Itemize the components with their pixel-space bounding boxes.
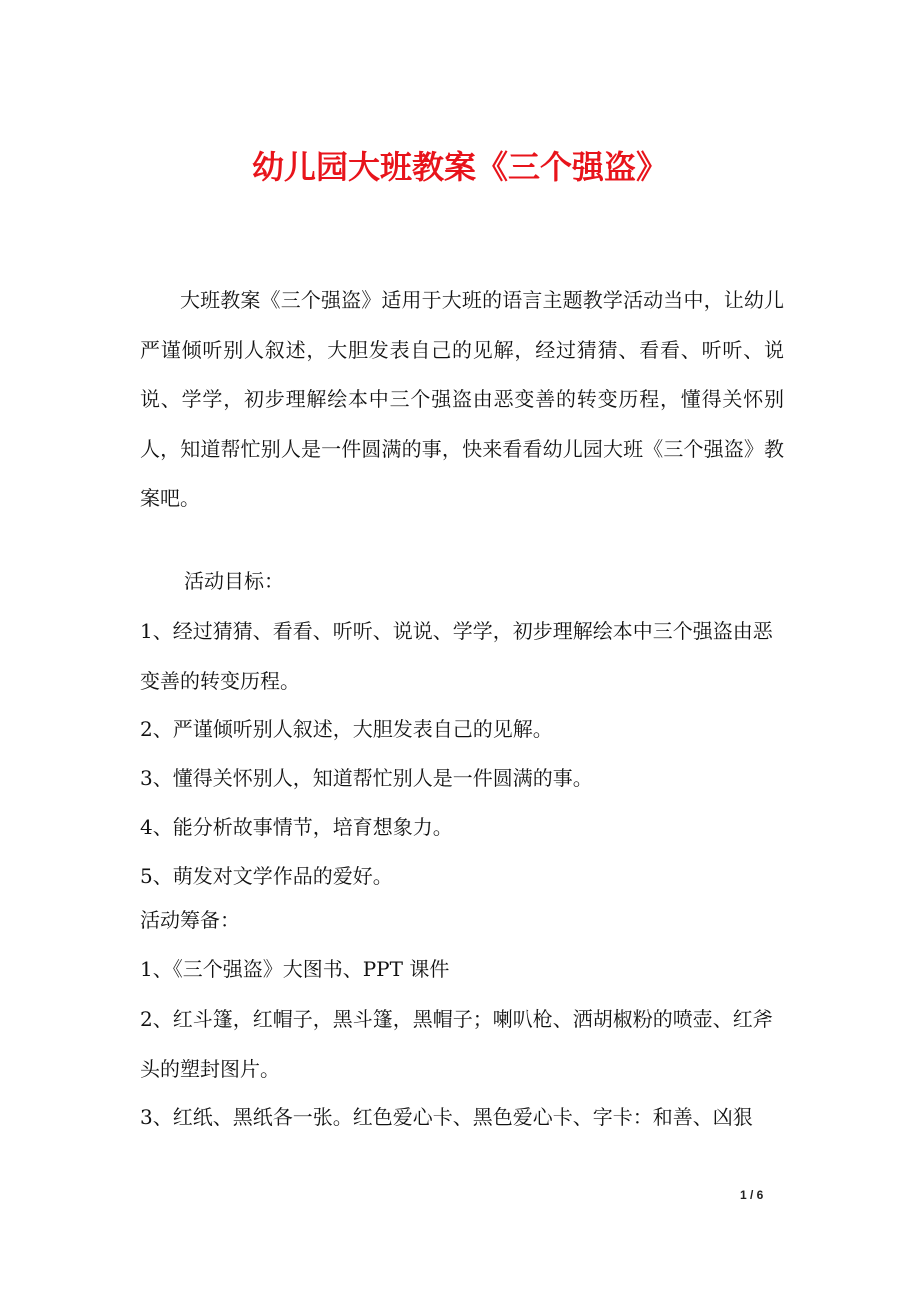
prep-item-3: 3、红纸、黑纸各一张。红色爱心卡、黑色爱心卡、字卡：和善、凶狠 [140,1105,753,1129]
goal-item-2: 2、严谨倾听别人叙述，大胆发表自己的见解。 [140,717,553,741]
goal-item-5: 5、萌发对文学作品的爱好。 [140,864,393,888]
prep-item-1: 1、《三个强盗》大图书、PPT 课件 [140,957,450,981]
page-title: 幼儿园大班教案《三个强盗》 [251,148,668,186]
goals-heading: 活动目标： [184,569,284,593]
goal-item-4: 4、能分析故事情节，培育想象力。 [140,815,453,839]
page-number: 1 / 6 [740,1188,764,1202]
goal-item-1: 1、经过猜猜、看看、听听、说说、学学，初步理解绘本中三个强盗由恶变善的转变历程。 [140,619,773,693]
prep-heading: 活动筹备： [140,908,240,932]
intro-paragraph: 大班教案《三个强盗》适用于大班的语言主题教学活动当中，让幼儿严谨倾听别人叙述，大胆发表自己的见解，经过猜猜、看看、听听、说说、学学，初步理解绘本中三个强盗由恶变善的转变历程，懂得关怀别人，知道帮忙别人是一件圆满的事，快来看看幼儿园大班《三个强盗》教案吧。 [140,288,784,510]
prep-item-2: 2、红斗篷，红帽子，黑斗篷，黑帽子；喇叭枪、洒胡椒粉的喷壶、红斧头的塑封图片。 [140,1007,773,1081]
goal-item-3: 3、懂得关怀别人，知道帮忙别人是一件圆满的事。 [140,766,593,790]
